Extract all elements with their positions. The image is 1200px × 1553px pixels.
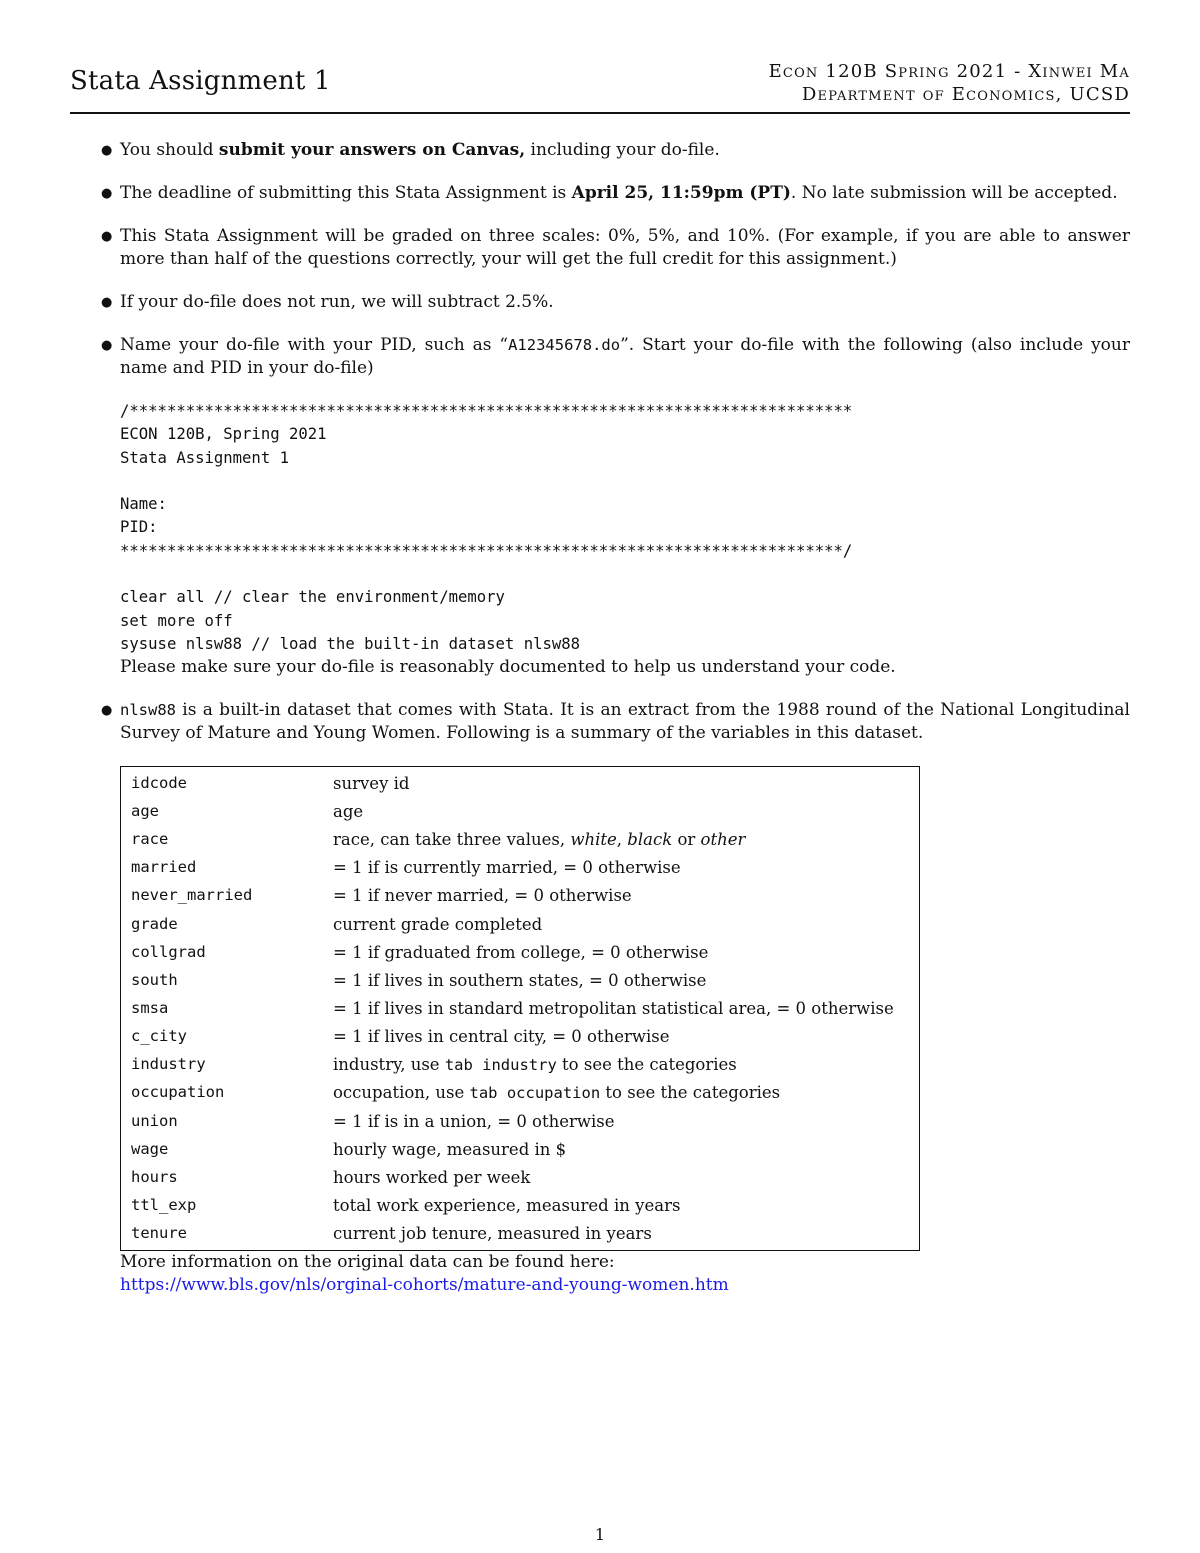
variable-description: hourly wage, measured in $ — [333, 1139, 567, 1159]
header-rule — [70, 112, 1130, 114]
dataset-name: nlsw88 — [120, 701, 176, 720]
variable-name: union — [131, 1111, 178, 1130]
variable-name: ttl_exp — [131, 1195, 197, 1214]
variable-description: race, can take three values, white, black or other — [333, 830, 746, 850]
variable-description: current grade completed — [333, 914, 543, 934]
submit-emphasis: submit your answers on Canvas, — [218, 140, 526, 160]
table-row — [121, 797, 920, 825]
variable-description: hours worked per week — [333, 1167, 531, 1187]
bullet-dot: ● — [101, 143, 113, 158]
table-row — [121, 1191, 920, 1219]
variable-name: age — [131, 801, 159, 820]
department-line: Department of Economics, UCSD — [801, 84, 1130, 105]
variable-name: wage — [131, 1139, 169, 1158]
table-row — [121, 1163, 920, 1191]
bullet-dataset: ● nlsw88 is a built-in dataset that comes with Stata. It is an extract from the 1988 round of the National Longitudinal Survey of Mature and Young Women. Following is a summary of the variables in this dataset. idcode survey id age age race race, can take three values, white, black or other married = 1 if is currently married, = 0 otherwise never_married = 1 if never married, = 0 otherwise grade current grade completed collgrad = 1 if graduated from college, = 0 otherwise south = 1 if lives in southern states, = 0 otherwise smsa = 1 if lives in standard metropolitan statistical area, = 0 otherwise c_city = 1 if lives in central city, = 0 otherwise industry industry, use tab industry to see the categories occupation occupation, use tab occupation to see the categories union = 1 if is in a union, = 0 otherwise wage hourly wage, measured in $ hours hours worked per week ttl_exp total work experience, measured in years tenure current job tenure, measured in years More information on the original data can be found here: https://www.bls.gov/nls/orginal-cohorts/mature-and-young-women.htm — [101, 700, 1130, 1295]
variable-description: = 1 if never married, = 0 otherwise — [333, 886, 632, 906]
table-row — [121, 1135, 920, 1163]
bullet-submit: ● You should submit your answers on Canvas, including your do-file. — [101, 140, 720, 160]
document-body — [101, 139, 1130, 1317]
variable-description: = 1 if lives in central city, = 0 otherwise — [333, 1027, 670, 1047]
variable-description: total work experience, measured in years — [333, 1195, 681, 1215]
bullet-dot: ● — [101, 229, 113, 244]
variable-description: survey id — [333, 773, 410, 793]
variable-description: = 1 if is in a union, = 0 otherwise — [333, 1111, 615, 1131]
deadline-emphasis: April 25, 11:59pm (PT) — [571, 183, 791, 203]
variable-name: occupation — [131, 1083, 225, 1102]
variable-name: south — [131, 970, 178, 989]
bullet-dot: ● — [101, 186, 113, 201]
document-title: Stata Assignment 1 — [70, 66, 331, 96]
variable-name: grade — [131, 914, 178, 933]
data-source-link[interactable]: https://www.bls.gov/nls/orginal-cohorts/mature-and-young-women.htm — [120, 1274, 729, 1295]
table-row — [121, 1079, 920, 1107]
variable-description: age — [333, 801, 364, 821]
table-row — [121, 938, 920, 966]
bullet-deadline: ● The deadline of submitting this Stata Assignment is April 25, 11:59pm (PT). No late submission will be accepted. — [101, 183, 1118, 203]
documentation-note: Please make sure your do-file is reasonably documented to help us understand your code. — [120, 657, 896, 678]
variable-name: hours — [131, 1167, 178, 1186]
page-header — [70, 58, 1130, 112]
table-row — [121, 882, 920, 910]
course-info — [769, 60, 1130, 106]
variable-name: tenure — [131, 1224, 187, 1243]
page-number: 1 — [594, 1525, 606, 1544]
variable-name: race — [131, 830, 169, 849]
table-row — [121, 994, 920, 1022]
bullet-naming: ● Name your do-file with your PID, such as “A12345678.do”. Start your do-file with the following (also include your name and PID in your do-file) /***************************************************************************** ECON 120B, Spring 2021 Stata Assignment 1 Name: PID: *****************************************************************************/ clear all // clear the environment/memory set more off sysuse nlsw88 // load the built-in dataset nlsw88 Please make sure your do-file is reasonably documented to help us understand your code. — [101, 335, 1130, 678]
variable-name: married — [131, 858, 197, 877]
variable-name: industry — [131, 1055, 206, 1074]
variable-name: smsa — [131, 998, 169, 1017]
bullet-dot: ● — [101, 338, 113, 353]
variable-name: collgrad — [131, 942, 206, 961]
do-file-header-code: /***************************************************************************** ECON 120B, Spring 2021 Stata Assignment 1 Name: PID: *****************************************************************************/ clear all // clear the environment/memory set more off sysuse nlsw88 // load the built-in dataset nlsw88 — [120, 402, 853, 653]
variable-description: occupation, use tab occupation to see the categories — [333, 1082, 781, 1102]
variable-description: = 1 if lives in southern states, = 0 otherwise — [333, 970, 707, 990]
more-info-text: More information on the original data can be found here: — [120, 1251, 615, 1272]
variables-table — [120, 766, 920, 1250]
table-row — [121, 910, 920, 938]
example-filename: A12345678.do — [508, 336, 621, 354]
table-row — [121, 966, 920, 994]
bullet-grading: ● This Stata Assignment will be graded on three scales: 0%, 5%, and 10%. (For example, if you are able to answer more than half of the questions correctly, your will get the full credit for this assignment.) — [101, 226, 1130, 269]
table-row — [121, 1051, 920, 1079]
bullet-dot: ● — [101, 295, 113, 310]
variable-description: = 1 if lives in standard metropolitan statistical area, = 0 otherwise — [333, 998, 894, 1018]
variable-description: current job tenure, measured in years — [333, 1224, 652, 1244]
variable-description: = 1 if graduated from college, = 0 otherwise — [333, 942, 709, 962]
table-row — [121, 826, 920, 854]
variable-name: idcode — [131, 773, 187, 792]
variable-name: c_city — [131, 1027, 187, 1046]
bullet-dot: ● — [101, 703, 113, 719]
course-line: Econ 120B Spring 2021 - Xinwei Ma — [768, 61, 1130, 82]
table-row — [121, 1220, 920, 1251]
bullet-penalty: ● If your do-file does not run, we will subtract 2.5%. — [101, 292, 554, 312]
table-row — [121, 1023, 920, 1051]
variable-description: = 1 if is currently married, = 0 otherwise — [333, 858, 681, 878]
variable-description: industry, use tab industry to see the categories — [333, 1054, 737, 1074]
table-row — [121, 767, 920, 798]
variable-name: never_married — [131, 886, 253, 905]
table-row — [121, 854, 920, 882]
table-row — [121, 1107, 920, 1135]
